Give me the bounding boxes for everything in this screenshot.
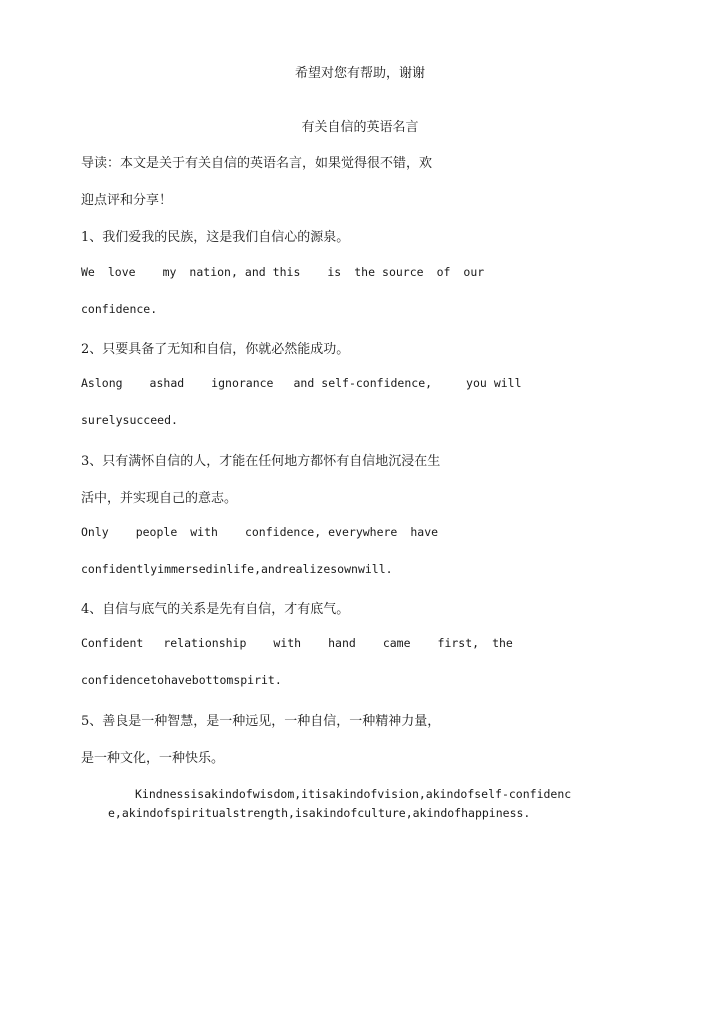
page-title: 有关自信的英语名言: [301, 120, 419, 135]
word: and: [244, 265, 266, 279]
word: have: [410, 525, 439, 539]
word: the: [354, 265, 376, 279]
intro-line-2: 迎点评和分享！: [81, 193, 173, 208]
word: with: [190, 525, 218, 539]
word: love: [107, 265, 136, 279]
quote-3-chinese-line-1: 3、只有满怀自信的人，才能在任何地方都怀有自信地沉浸在生: [81, 454, 441, 469]
quote-5-chinese-line-2: 是一种文化，一种快乐。: [81, 751, 225, 766]
quote-4-english-line-1: [81, 636, 513, 650]
word: confidence,: [244, 525, 322, 539]
word: hand: [328, 636, 356, 650]
word: source: [382, 265, 424, 279]
word: people: [135, 525, 178, 539]
word: of: [436, 265, 451, 279]
quote-3-english-line-2: confidentlyimmersedinlife,andrealizesownwill.: [81, 562, 393, 576]
word: came: [382, 636, 411, 650]
quote-3-english-line-1: [81, 525, 438, 539]
quote-2-chinese: 2、只要具备了无知和自信，你就必然能成功。: [81, 342, 350, 357]
word: first,: [437, 636, 480, 650]
word: Confident: [81, 636, 144, 650]
quote-1-chinese: 1、我们爱我的民族，这是我们自信心的源泉。: [81, 230, 350, 245]
word: and: [293, 376, 315, 390]
word: with: [273, 636, 302, 650]
word: is: [327, 265, 342, 279]
word: you: [466, 376, 487, 390]
quote-2-english-line-2: surelysucceed.: [81, 413, 178, 427]
word: our: [463, 265, 485, 279]
quote-4-chinese: 4、自信与底气的关系是先有自信，才有底气。: [81, 602, 350, 617]
quote-2-english-line-1: [81, 376, 522, 390]
word: ashad: [149, 376, 185, 390]
quote-4-english-line-2: confidencetohavebottomspirit.: [81, 673, 282, 687]
quote-5-english-paragraph: Kindnessisakindofwisdom,itisakindofvision,akindofself-confidence,akindofspiritualstrength,isakindofculture,akindofhappiness.: [108, 787, 572, 820]
word: everywhere: [328, 525, 398, 539]
word: Aslong: [81, 376, 123, 390]
quote-5-chinese-line-1: 5、善良是一种智慧，是一种远见，一种自信，一种精神力量，: [81, 714, 441, 729]
word: self-confidence,: [321, 376, 433, 390]
word: nation,: [189, 265, 238, 279]
intro-line-1: 导读：本文是关于有关自信的英语名言，如果觉得很不错，欢: [81, 156, 433, 171]
word: the: [492, 636, 513, 650]
word: ignorance: [211, 376, 274, 390]
word: my: [162, 265, 177, 279]
quote-3-chinese-line-2: 活中，并实现自己的意志。: [81, 491, 238, 506]
word: relationship: [163, 636, 247, 650]
quote-1-english-line-1: [81, 265, 484, 279]
word: this: [272, 265, 301, 279]
word: Only: [81, 525, 109, 539]
closing-thanks: 希望对您有帮助，谢谢: [294, 66, 425, 81]
word: will: [493, 376, 522, 390]
quote-1-english-line-2: confidence.: [81, 302, 158, 316]
word: We: [81, 265, 95, 279]
